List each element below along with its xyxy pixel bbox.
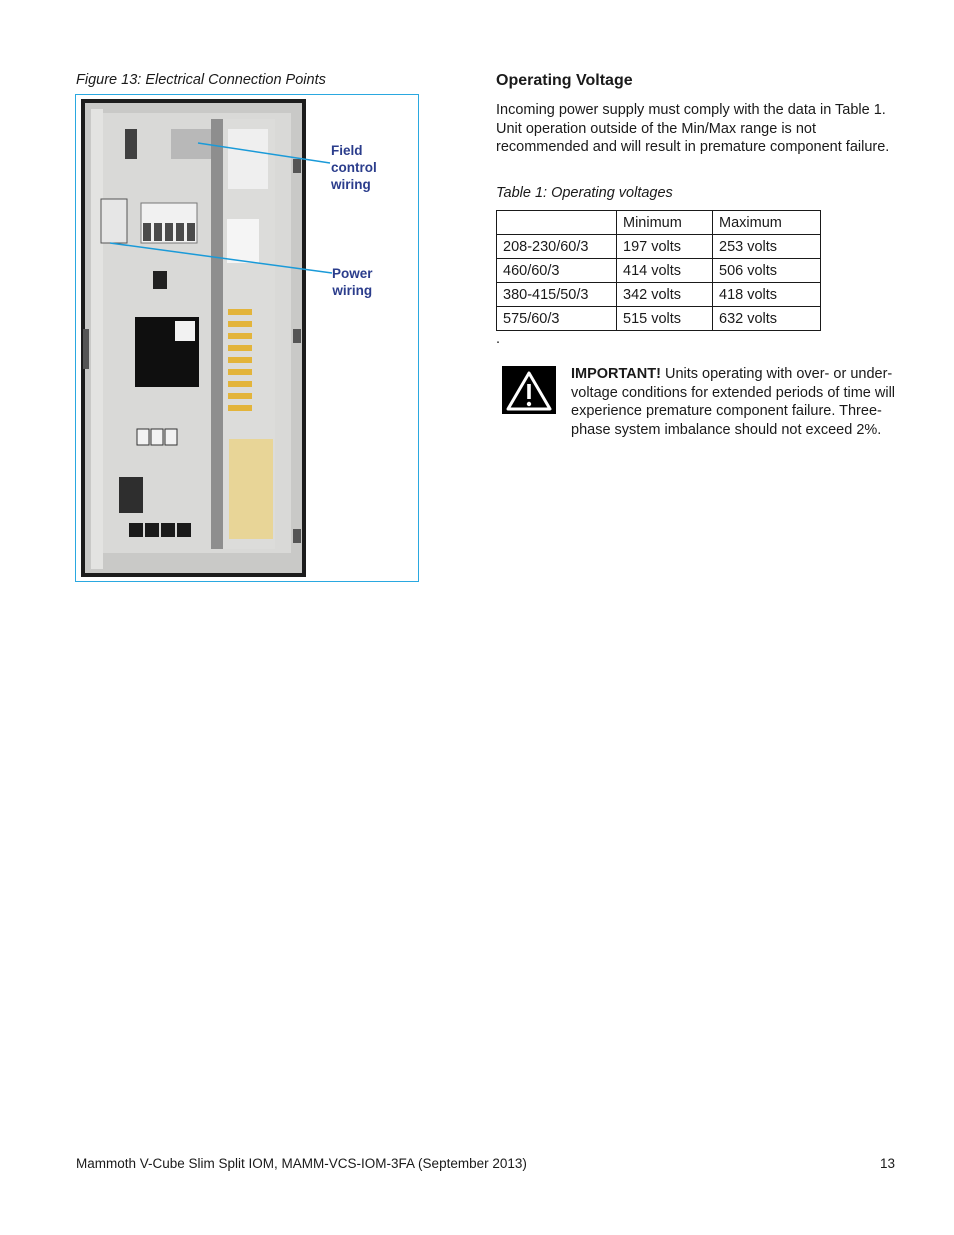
- header-cell: Maximum: [713, 211, 821, 235]
- table-row: [497, 307, 821, 331]
- operating-voltages-table: [496, 210, 821, 331]
- table-cell: 506 volts: [713, 259, 821, 283]
- section-heading: Operating Voltage: [496, 72, 633, 89]
- figure-caption: Figure 13: Electrical Connection Points: [76, 72, 326, 88]
- header-cell: [497, 211, 617, 235]
- section-body: Incoming power supply must comply with the data in Table 1. Unit operation outside of the Min/Max range is not recommended and will result in premature component failure.: [496, 102, 890, 156]
- warning-icon: [502, 366, 556, 414]
- table-cell: 208-230/60/3: [497, 235, 617, 259]
- table-row: [497, 283, 821, 307]
- table-cell: 414 volts: [617, 259, 713, 283]
- table-cell: 342 volts: [617, 283, 713, 307]
- electrical-panel-photo: [81, 99, 306, 577]
- important-label: IMPORTANT!: [571, 366, 661, 382]
- table-row: [497, 235, 821, 259]
- table-cell: 253 volts: [713, 235, 821, 259]
- table-cell: 575/60/3: [497, 307, 617, 331]
- header-cell: Minimum: [617, 211, 713, 235]
- table-cell: 632 volts: [713, 307, 821, 331]
- table-cell: 418 volts: [713, 283, 821, 307]
- table-cell: 197 volts: [617, 235, 713, 259]
- table-header-row: [497, 211, 821, 235]
- page-number: 13: [880, 1156, 896, 1171]
- important-text: Units operating with over- or under-voltage conditions for extended periods of time will experience premature component failure. Three-phase system imbalance should not exceed 2%.: [571, 366, 896, 439]
- table-cell: 380-415/50/3: [497, 283, 617, 307]
- important-notice: [571, 365, 901, 440]
- callout-field-control-wiring: Field control wiring: [331, 143, 377, 192]
- table-caption: Table 1: Operating voltages: [496, 185, 673, 201]
- table-cell: 460/60/3: [497, 259, 617, 283]
- footer-doc-title: Mammoth V-Cube Slim Split IOM, MAMM-VCS-IOM-3FA (September 2013): [76, 1156, 527, 1171]
- trailing-period: .: [496, 331, 501, 347]
- callout-power-wiring: Power wiring: [332, 266, 373, 298]
- table-cell: 515 volts: [617, 307, 713, 331]
- table-row: [497, 259, 821, 283]
